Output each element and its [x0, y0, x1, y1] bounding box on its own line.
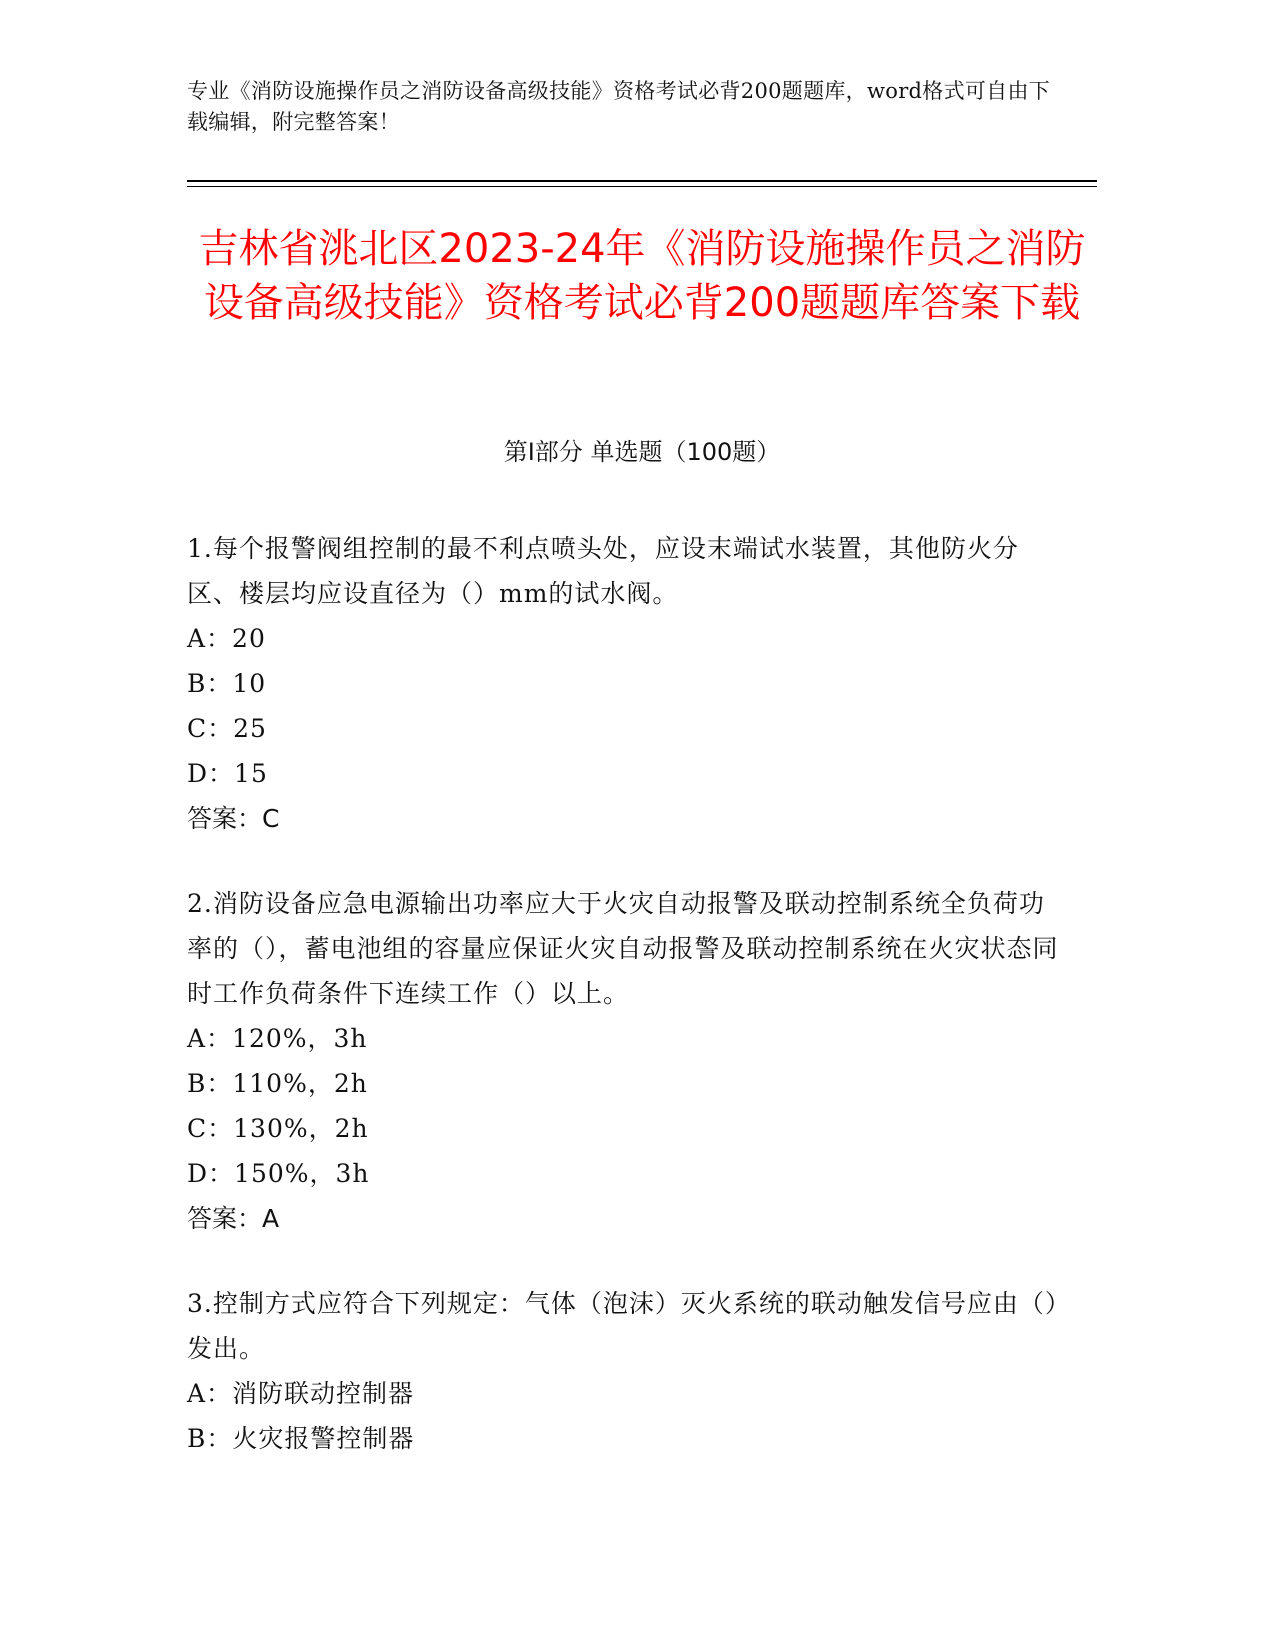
option-b: B：10: [187, 669, 267, 698]
option-d: D：150%，3h: [187, 1159, 370, 1188]
question-stem: 2.消防设备应急电源输出功率应大于火灾自动报警及联动控制系统全负荷功率的（），蓄电池组的容量应保证火灾自动报警及联动控制系统在火灾状态同时工作负荷条件下连续工作（）以上。: [187, 889, 1059, 1008]
option-b: B：110%，2h: [187, 1069, 368, 1098]
section-title: 第I部分 单选题（100题）: [503, 438, 781, 466]
header-note: 专业《消防设施操作员之消防设备高级技能》资格考试必背200题题库，word格式可自由下载编辑，附完整答案！: [187, 79, 1051, 134]
option-d: D：15: [187, 759, 268, 788]
question-list: [187, 526, 1067, 1501]
header-divider-thin: [187, 186, 1097, 187]
question-stem: 3.控制方式应符合下列规定：气体（泡沫）灭火系统的联动触发信号应由（）发出。: [187, 1289, 1059, 1363]
answer-text: 答案：A: [187, 1204, 280, 1233]
option-a: A：20: [187, 624, 266, 653]
question-2: [187, 881, 1067, 1241]
question-stem: 1.每个报警阀组控制的最不利点喷头处，应设末端试水装置，其他防火分区、楼层均应设直径为（）mm的试水阀。: [187, 534, 1019, 608]
answer-text: 答案：C: [187, 804, 280, 833]
question-1: [187, 526, 1067, 841]
header-divider-thick: [187, 180, 1097, 182]
option-a: A：120%，3h: [187, 1024, 368, 1053]
question-3: [187, 1281, 1067, 1461]
option-c: C：130%，2h: [187, 1114, 369, 1143]
document-title: 吉林省洮北区2023-24年《消防设施操作员之消防设备高级技能》资格考试必背200题题库答案下载: [198, 226, 1086, 326]
option-c: C：25: [187, 714, 267, 743]
option-a: A：消防联动控制器: [187, 1379, 415, 1408]
option-b: B：火灾报警控制器: [187, 1424, 415, 1453]
